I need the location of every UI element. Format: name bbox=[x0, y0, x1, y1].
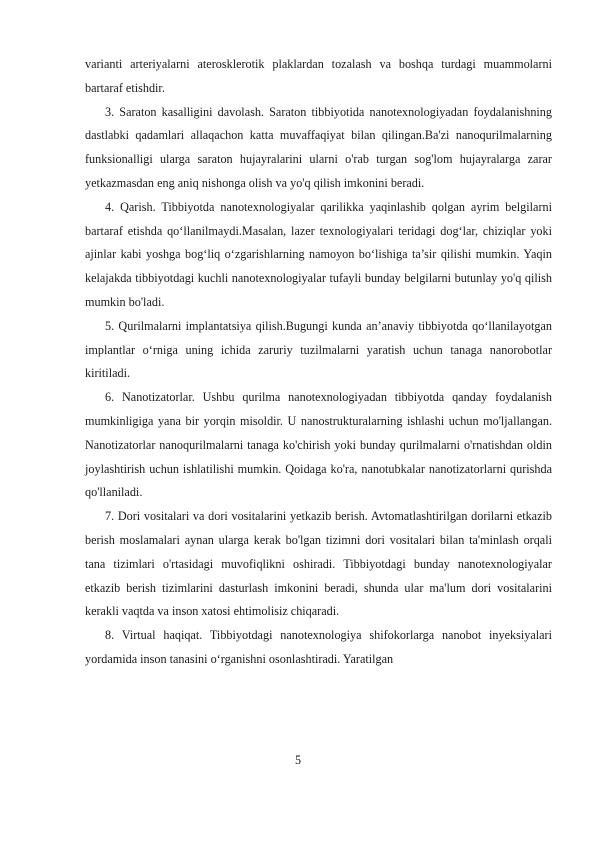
page-number: 5 bbox=[294, 753, 302, 767]
watermark-mark bbox=[0, 560, 65, 671]
paragraph: 4. Qarish. Tibbiyotda nanotexnologiyalar qarilikka yaqinlashib qolgan ayrim belgilarni bartaraf etishda qo‘llanilmaydi.Masalan, lazer texnologiyalari teridagi dog‘lar, chiziqlar yoki ajinlar kabi yoshga bog‘liq o‘zgarishlarning namoyon bo‘lishiga ta’sir qilishi mumkin. Yaqin kelajakda tibbiyotdagi kuchli nanotexnologiyalar tufayli bunday belgilarni butunlay yo'q qilish mumkin bo'ladi. bbox=[85, 199, 552, 309]
watermark-mark bbox=[0, 300, 65, 411]
paragraph: 3. Saraton kasalligini davolash. Saraton tibbiyotida nanotexnologiyadan foydalanishning dastlabki qadamlari allaqachon katta muvaffaqiyat bilan qilingan.Ba'zi nanoqurilmalarning funksionalligi ularga saraton hujayralarini ularni o'rab turgan sog'lom hujayralarga zarar yetkazmasdan eng aniq nishonga olish va yo'q qilish imkonini beradi. bbox=[85, 104, 552, 190]
paragraph: 6. Nanotizatorlar. Ushbu qurilma nanotexnologiyadan tibbiyotda qanday foydalanish mumkinligiga yana bir yorqin misoldir. U nanostrukturalarning ishlashi uchun mo'ljallangan. Nanotizatorlar nanoqurilmalarni tanaga ko'chirish yoki bunday qurilmalarni o'rnatishdan oldin joylashtirish uchun ishlatilishi mumkin. Qoidaga ko'ra, nanotubkalar nanotizatorlarni qurishda qo'llaniladi. bbox=[85, 390, 552, 500]
paragraph: 5. Qurilmalarni implantatsiya qilish.Bugungi kunda an’anaviy tibbiyotda qo‘llanilayotgan implantlar o‘rniga uning ichida zaruriy tuzilmalarni yaratish uchun tanaga nanorobotlar kiritiladi. bbox=[85, 318, 552, 381]
page-body bbox=[85, 53, 552, 672]
paragraph: 7. Dori vositalari va dori vositalarini yetkazib berish. Avtomatlashtirilgan dorilarni etkazib berish moslamalari aynan ularga kerak bo'lgan tizimni dori vositalari bilan ta'minlash orqali tana tizimlari o'rtasidagi muvofiqlikni oshiradi. Tibbiyotdagi bunday nanotexnologiyalar etkazib berish tizimlarini dasturlash imkonini beradi, shunda ular ma'lum dori vositalarini kerakli vaqtda va inson xatosi ehtimolisiz chiqaradi. bbox=[85, 509, 552, 619]
paragraph: 8. Virtual haqiqat. Tibbiyotdagi nanotexnologiya shifokorlarga nanobot inyeksiyalari yordamida inson tanasini o‘rganishni osonlashtiradi. Yaratilgan bbox=[85, 628, 552, 666]
paragraph: varianti arteriyalarni aterosklerotik plaklardan tozalash va boshqa turdagi muammolarni bartaraf etishdir. bbox=[85, 57, 552, 95]
